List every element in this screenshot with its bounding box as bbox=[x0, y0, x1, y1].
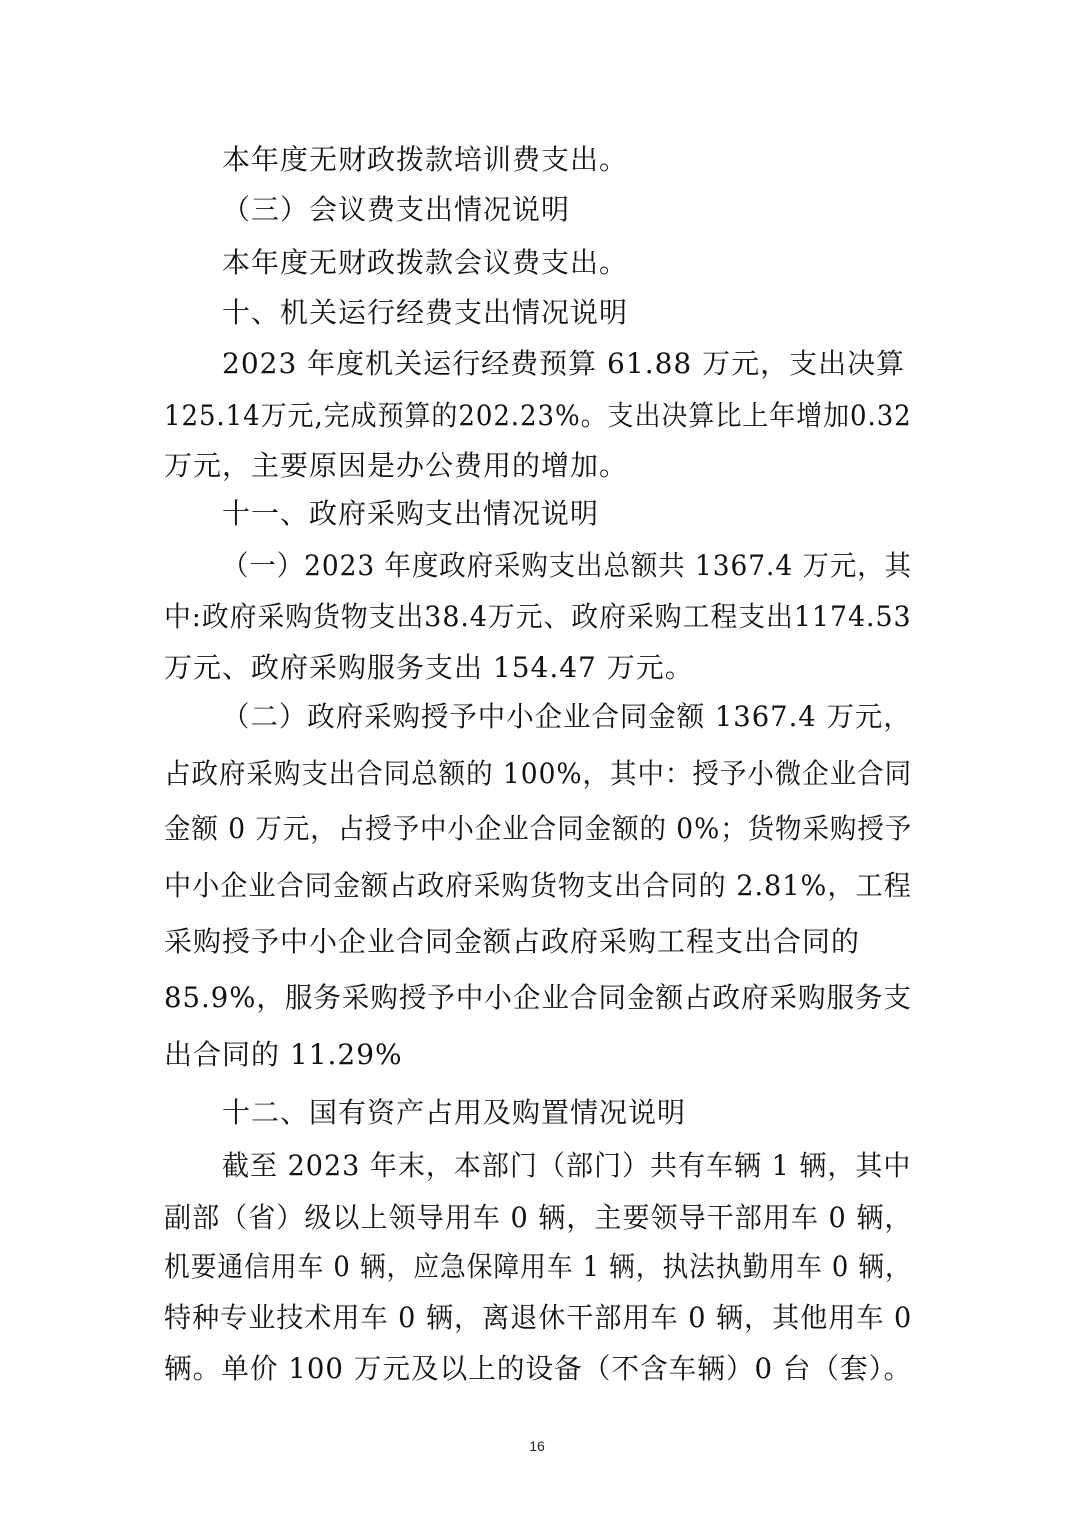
paragraph-line: 金额 0 万元，占授予中小企业合同金额的 0%；货物采购授予 bbox=[164, 812, 913, 845]
paragraph-line: 辆。单价 100 万元及以上的设备（不含车辆）0 台（套）。 bbox=[164, 1352, 913, 1385]
paragraph-line: 出合同的 11.29% bbox=[164, 1038, 403, 1071]
subsection-heading: （三）会议费支出情况说明 bbox=[222, 193, 571, 226]
paragraph-line: 采购授予中小企业合同金额占政府采购工程支出合同的 bbox=[164, 925, 861, 958]
section-heading: 十一、政府采购支出情况说明 bbox=[222, 497, 600, 530]
paragraph-line: 万元、政府采购服务支出 154.47 万元。 bbox=[164, 651, 694, 684]
paragraph-line: （二）政府采购授予中小企业合同金额 1367.4 万元， bbox=[222, 700, 912, 733]
paragraph-line: 机要通信用车 0 辆，应急保障用车 1 辆，执法执勤用车 0 辆， bbox=[164, 1250, 912, 1283]
paragraph-line: 占政府采购支出合同总额的 100%，其中：授予小微企业合同 bbox=[164, 757, 913, 790]
paragraph-line: 2023 年度机关运行经费预算 61.88 万元，支出决算 bbox=[222, 347, 906, 380]
page-number: 16 bbox=[529, 1438, 545, 1454]
paragraph-line: 85.9%，服务采购授予中小企业合同金额占政府采购服务支 bbox=[164, 981, 913, 1014]
paragraph-line: 副部（省）级以上领导用车 0 辆，主要领导干部用车 0 辆， bbox=[164, 1201, 913, 1234]
paragraph-line: 本年度无财政拨款培训费支出。 bbox=[222, 143, 629, 176]
paragraph-line: 万元，主要原因是办公费用的增加。 bbox=[164, 449, 629, 482]
paragraph-line: 中:政府采购货物支出38.4万元、政府采购工程支出1174.53 bbox=[164, 600, 912, 633]
paragraph-line: 本年度无财政拨款会议费支出。 bbox=[222, 246, 629, 279]
paragraph-line: 中小企业合同金额占政府采购货物支出合同的 2.81%，工程 bbox=[164, 869, 912, 902]
section-heading: 十二、国有资产占用及购置情况说明 bbox=[222, 1096, 687, 1129]
paragraph-line: 特种专业技术用车 0 辆，离退休干部用车 0 辆，其他用车 0 bbox=[164, 1301, 913, 1334]
section-heading: 十、机关运行经费支出情况说明 bbox=[222, 296, 629, 329]
paragraph-line: 125.14万元,完成预算的202.23%。支出决算比上年增加0.32 bbox=[164, 399, 912, 432]
paragraph-line: （一）2023 年度政府采购支出总额共 1367.4 万元，其 bbox=[222, 549, 913, 582]
paragraph-line: 截至 2023 年末，本部门（部门）共有车辆 1 辆，其中 bbox=[222, 1149, 912, 1182]
